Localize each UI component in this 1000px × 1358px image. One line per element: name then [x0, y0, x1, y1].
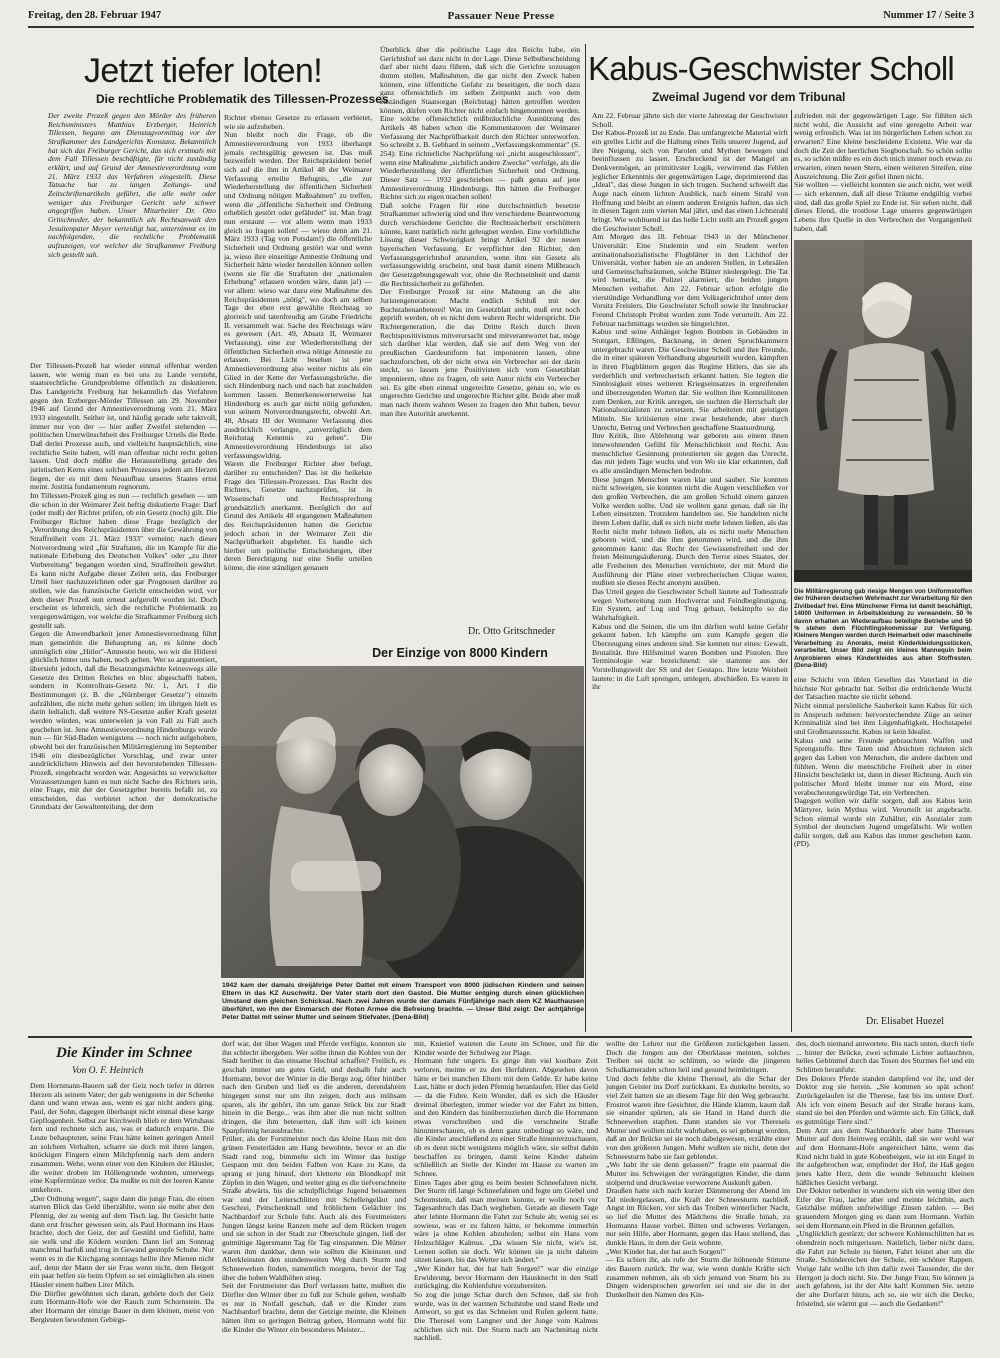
story-column-4: wollte der Lehrer nur die Größeren zurückgehen lassen. Doch die Jungen aus der Oberklasse meinten, solches Treiben sei nicht so schlimm, so würde die jüngeren Schulkameraden schon heil und gesund heimbringen. Und doch fehlte die kleine Theresel, als die Schar der jungen Geister ins Dorf zurückkam. Es dunkelte bereits, so viel Zeit hatten sie an diesem Tage für den Weg gebraucht. Frostrot waren ihre Gesichter, die Hände klamm, kaum daß sie einander spürten, als sie Hand in Hand durch die Schneewehen stapften. Dann standen sie vor Theresels Mutter und wollten nicht wahrhaben, es sei gebeugt worden, daß an der Brücke sei sie noch dabeigewesen, erzählte einer von den größeren Jungen. Mehr wußten sie nicht, denn der Schneesturm habe sie fast geblendet. „Wo habt ihr sie denn gelassen?" fragte ein paarmal die Mutter ins Schweigen der verängstigten Kinder, die dann stolpernd und druckweise verworrene Auskunft gaben. Draußen hatte sich nach kurzer Dämmerung der Abend im Tal niedergelassen, die Kraft der Schneesturm nachließ. Angst im Rücken, vor sich das Treiben winterlicher Nacht, so lief die Mutter des Mädchens die Straße hinab, zu Hormanns Hause vorbei. Bitten und schweres Verlangen, nur sein Hilfe, aber Hormann, gegen das Haus stellend, das dunkle Haus, in dem der Geiz wohnte. „Wer Kinder hat, der hat auch Sorgen!" — Es schien ihr, als rufe der Sturm die höhnende Stimme des Bauern zurück. Ihr war, wie wenn dunkle Kräfte sich zusammen nehmen, als ob sich jemand von Sturm bis zu Dingen widersprochen geworfen sei und sie die in der Dunkelheit den Namen des Kin-: [606, 1040, 790, 1300]
page-header: [28, 6, 974, 28]
section-divider: [28, 1036, 972, 1038]
family-photo-image: [221, 666, 584, 978]
article1-column-1: Der Tillessen-Prozeß hat wieder einmal offenbar werden lassen, wie wenig man es bei uns zu Lande versteht, staatsrechtliche Grundprobleme öffentlich zu diskutieren. Das Landgericht Freiburg hat bekanntlich das Verfahren gegen den Erzberger-Mörder Tillessen am 29. November 1946 auf Grund der Amnestieverordnung vom 21. März 1933 eingestellt. Seither ist, und häufig gerade sehr taktvoll, immer nur von der — hier außer Zweifel stehenden — politischen Unerwünschtheit des Freiburger Urteils die Rede. Daß derlei Prozesse auch, und vielleicht hauptsächlich, eine rechtliche Seite haben, will man offenbar nicht recht gelten lassen. Und doch müßte die Herausstellung gerade des juristischen Kerns eines solchen Prozesses jedem am Herzen liegen, der es mit dem Neuaufbau unseres Staates ernst meint. Justitia fundamentum regnorum. Im Tillessen-Prozeß ging es nun — rechtlich gesehen — um die schon in der Weimarer Zeit heftig diskutierte Frage: Darf (oder muß) der Richter prüfen, ob ein Gesetz (noch) gilt. Die Freiburger Richter haben diese Frage bezüglich der „Verordnung des Reichspräsidenten über die Gewährung von Straffreiheit vom 21. März 1933" verneint; nach dieser Notverordnung wird „für Straftaten, die im Kampfe für die nationale Erhebung des Deutschen Volkes" oder „zu ihrer Vorbereitung" begangen worden sind, Straffreiheit gewährt. Es kann nicht Aufgabe dieser Zeilen sein, das Freiburger Urteil hier nachzuzeichnen oder gar Prognosen darüber zu stellen, wie das französische Gericht entscheiden wird, vor dem dieser Prozeß nun erneut aufgerollt worden ist. Doch erscheint es lehrreich, sich die rechtliche Problematik zu vergegenwärtigen, vor welche die Strafkammer Freiburg sich gestellt sah. Gegen die Anwendbarkeit jener Amnestieverordnung führt man gemeinhin die Behauptung an, es könne doch unmöglich eine „Hitler"-Amnestie heute, wo wir die Hitlerei glücklich hinter uns haben, noch gelten. Wer so argumentiert, übersieht jedoch, daß die Besatzungsmächte keineswegs alle Gesetze des Dritten Reiches en bloc abgeschafft haben, sondern in Kontrollrats-Gesetz Nr. 1, Art. I die Bestimmungen (z. B. die „Nürnberger Gesetze") einzeln aufzählten, die nicht mehr gelten sollen; im übrigen hielt es darin ledialich, daß weitere NS-Gesetze außer Kraft gesetzt werden würden, was unterwelen ja von Fall zu Fall auch geschehen ist. Jene Amnestieverordnung Hindenburgs wurde nun — für Süd-Baden wenigstens — noch nicht aufgehoben, obwohl bei der französischen Militärregierung im September 1946 ein diesbezüglicher Vorschlag, und zwar unter ausdrücklichem Hinweis auf den bevorstehenden Tillessen-Prozeß, eingebracht worden war. Angesichts so verwickelter Voraussetzungen kann es nun nicht Sache des Richters sein, eine Frage, mit der der Gesetzgeber bereits befaßt ist, zu entscheiden, das verbietet schon der demokratische Grundsatz der Gewaltenteilung, der dem: [30, 362, 217, 812]
article2-column-2-top: zufrieden mit der gegenwärtigen Lage. Sie fühlten sich nicht wohl, die Aussicht auf eine geregelte Arbeit war wenig erfreulich. Was ist im bürgerlichen Leben schon zu erwarten? Eine kleine bescheidene Existenz. Wie war da doch die Zeit der herrlichen Siegbotschaft. So schön sollte es, so schön müßte es ein doch mich immer noch etwas zu erwarten, einen neuen Stern, einen weiteren Streifen, eine Auszeichnung. Die Zeit gefiel ihnen nicht. Sie wollten — vielleicht konnten sie auch nicht, wer weiß — sich erkennen, daß all diese Träume endgültig vorbei sind, daß das große Spiel zu Ende ist. Sie sehen nicht, daß dieses Elend, die trostlose Lage unseres gegenwärtigen Lebens ihre Quelle in den Verbrechen der Vergangenheit haben, daß: [794, 112, 972, 233]
article1-author: Dr. Otto Gritschneder: [468, 626, 555, 637]
mannequin-photo-image: [794, 240, 972, 582]
article1-column-3: Überblick über die politische Lage des Reichs habe, ein Gerichtshof sei dazu nicht in der Lage. Diese Selbstbescheidung darf aber nicht dazu führen, daß sich die Gerichte sozusagen dumm stellen. Maßnahmen, die gar nicht den Zweck haben können, eine öffentliche Gefahr zu beseitigen, die noch dazu ganz offensichtlich im selben Zeitpunkt auch von dem zuständigen Staatsorgan (Reichstag) hätten getroffen werden können, dürfen vom Richter nicht einfach hingenommen werden. Eine solche offensichtlich mißbräuchliche Ausnützung des Artikels 48 haben schon die Kommentatoren der Weimarer Verfassung der Nachprüfbarkeit durch den Richter unterworfen. So schreibt z. B. Gebhard in seinem „Verfassungskommentar" (S. 254): Eine richterliche Nachprüfung sei „nicht ausgeschlossen", wenn eine Maßnahme „sichtlich andere Zwecke" verfolge, als die Wiederherstellung der öffentlichen Sicherheit und Ordnung. Dieser Satz — 1932 geschrieben — paßt genau auf jene Amnestieverordnung Hindenburgs. Ihn hätten die Freiburger Richter sich zu eigen machen sollen! Daß solche Fragen für eine durchschnittlich besetzte Strafkammer schwierig sind und ihre verschiedene Beantwortung durch verschiedene Gerichte die Rechtssicherheit erschüttern könnte, kann natürlich nicht geleugnet werden. Eine vorbildliche Lösung dieser Schwierigkeit bringt Artikel 92 der neuen bayerischen Verfassung. Er verpflichtet den Richter, den Verfassungsgerichtshof anzurufen, wenn ihm ein Gesetz als verfassungswidrig erscheint, und baut damit einem Mißbrauch der Gesetzgebungsgewalt vor, ohne die Rechtseinheit und damit die Rechtssicherheit zu gefährden. Der Freiburger Prozeß ist eine Mahnung an die alte Juristengeneration: Macht endlich Schluß mit der Buchstabenanbeterei! Was im Gesetzblatt steht, muß erst noch geprüft werden, ob es nicht dem wahren Recht widerspricht. Die Richtergeneration, die das Dritte Reich durch ihren Rechtspositivismus mitverursacht und mitverantwortet hat, möge sich darüber klar werden, daß sie auf dem Weg von der preußischen Gardeuniform hat imponieren lassen, ohne nachzuforschen, ob der nicht etwa ein Verbrecher sei der darin steckt, so lassen jene Positivisten sich vom Gesetzblatt imponieren, ohne zu fragen, ob sein Autor nicht ein Verbrecher sei. Es gibt eben einmal ungerechte Gesetze, genau so, wie es ungerechte Gerichte und ungerechte Richter gibt. Beide aber muß man nach ihrem wahren Wesen zu fragen den Mut haben, bevor man ihre Autorität anerkennt.: [380, 46, 580, 418]
story-column-1: Dem Hornmann-Bauern saß der Geiz noch tiefer in dürren Herzen als seinem Vater; der gab wenigstens in der Schenke dann und wann etwas aus, wenn es gar nicht anders ging. Paul, der Sohn, dagegen überhaupt nicht einmal diese karge Gepflogenheit. Selbst zur Kirchweih blieb er dem Wirtshaus fern und rechnete sich aus, was er dadurch ersparte. Die Leute behaupteten, seine Frau hätte keinen geringen Anteil an solchem Verhalten, scharre sie doch mit ihren langen, knöckigen Fingern einen Milchpfennig nach dem andern zusammen. Wehe, wenn einer von den Kindern der Häusler, die weiter droben im Höllengrunde wohnten, unterwegs eine Kupfermünze verlor. Da mußte es mit der leeren Kanne umkehren. „Der Ordnung wegen", sagte dann die junge Frau, die einen starren Blick das Geld überzählte, wenn sie mehr aber den Pfennig, der zu wenig auf dem Tisch lag. Ihr Gesicht hatte dann erst frischer gewesen sein, als Paul Hormann ins Haus brachte, doch der Geiz, der auf Gestühl und Gefühl, hatte sie welk und die Ködern wurden. Dann lief am Sonntag manchmal barfuß und trug in Gewand gestopfe Schuhe. Nur wenn es in die Kirchgang sonntags hellte ihre Mienen nicht auf, denn der Mann der sie Frau wenn nicht, dem Hergott ein paar helfen sie beim Opfern so sei eintäglichen als einen Häusler einem halben Liter Milch. Die Dörfler gewöhnten sich daran, gehörte doch der Geiz zum Hormann-Hofe wie der Rauch zum Schornstein. Da aber Hormann der einzige Bauer in dem kleinen, meist von Bergleuten bewohnten Gebirgs-: [30, 1082, 214, 1324]
newspaper-name: Passauer Neue Presse: [447, 10, 555, 22]
article1-column-2: Richter ebenso Gesetze zu erlassen verbietet, wie sie aufzuheben. Nun bleibt noch die Frage, ob die Amnestieverordnung von 1933 überhaupt jemals rechtsgültig gewesen ist. Das muß bezweifelt werden. Der Reichspräsident berief sich auf die ihm in Artikel 48 der Weimarer Verfassung erteilte Befugnis, „die zur Wiederherstellung der öffentlichen Sicherheit und Ordnung nötigen Maßnahmen" zu treffen, wenn die „öffentliche Sicherheit und Ordnung erheblich gestört oder gefährdet" ist. Man fragt nun erstaunt — vor allem wenn man 1933 gleich so fragen sollen! — wieso denn am 21. März 1933 (Tag von Potsdam!) die öffentliche Sicherheit und Ordnung gestört war und wenn ja, wieso ihre einseitige Amnestie Ordnung und Sicherheit hätte wieder herstellen können sollen (wenn sie für die Straftaten der „nationalen Erhebung" erlassen worden wäre, dann ja!) — vor allem: wieso war dazu eine Maßnahme des Reichspräsidenten „nötig", wo doch am selben Tage der eben erst gewählte Reichstag so glorreich und tatenfreudig am Grabe Friedrichs II. versammelt war. Sache des Reichstags wäre es gewesen (Art. 49, Absatz II, Weimarer Verfassung), eine zur Wiederherstellung der öffentlichen Sicherheit etwa nötige Amnestie zu erlassen. Bei Licht besehen ist jene Amnestieverordnung also weiter nichts als ein Glied in der Kette der Verfassungsbrüche, die sich Hindenburg nach und nach hat zuschulden kommen lassen. Bemerkenswerterweise hat Hindenburg es auch gar nicht nötig gefunden, von seinem Notverordnungsrecht, obwohl Art. 48, Absatz III der Weimarer Verfassung dies ausdrücklich verlangte, „unverzüglich dem Reichstag Kenntnis zu geben". Die Amnestieverordnung Hindenburgs ist also verfassungswidrig. Waren die Freiburger Richter aber befugt, darüber zu entscheiden? Das ist die heikelste Frage des Tillessen-Prozesses. Das Recht des Richters, Gesetze nachzuprüfen, ist in Wissenschaft und Rechtssprechung grundsätzlich anerkannt. Bezüglich der auf Grund des Artikels 48 ergangenen Maßnahmen des Reichspräsidenten hatten die Gerichte jedoch schon in der Weimarer Zeit die Nachprüfbarkeit abgelehnt. Es handle sich hierbei um politische Entscheidungen, über deren Berechtigung nur eine Stelle urteilen könne, die eine ständigen genauen: [224, 114, 372, 573]
column-divider: [219, 110, 220, 640]
article2-column-2-bottom: eine Schicht von üblen Gesellen das Vaterland in die höchste Not gebracht hat. Selbst die erdrückende Wucht der Tatsachen machte sie nicht sehend. Nicht einmal persönliche Sauberkeit kann Kabus für sich in Anspruch nehmen: hervorstechendste Züge an seiner Kriminalität sind bei ihm Lügenhaftigkeit, Hochstapelei und Großmannssucht. Kabus ist kein Idealist. Kabus und seine Freunde gebrauchten Waffen und Sprengstoffe. Ihre Taten und Absichten richteten sich gegen das Leben von Menschen, die andere dachten und fühlten. Wenn die menschliche Freiheit aber in einer Hinsicht beschränkt ist, dann in dieser Richtung. Auch ein politischer Mord bleibt immer nur ein Mord, eine verabscheuungswürdige Tat, ein Verbrechen. Dagegen wollen wir dafür sorgen, daß aus Kabus kein Märtyrer, kein Mythus wird. Verurteilt ist angebracht. Schon einmal wurde ein Zuhälter, ein Asozialer zum Symbol der deutschen Jugend umgefälscht. Wir wollen dafür sorgen, daß aus Kabus das immer geschehen kann. (PD).: [794, 676, 972, 849]
story-column-5: des, doch niemand antwortete. Bis nach unten, durch tiefe ... hinter der Brücke, zwei schmale Lichter auftauchten, helles Gebimmel durch das Tosen des Sturmes fiel und ein Schlitten heranfuhr. Des Doktors Pferde standen dampfend vor ihr, und der Doktor zog sie herein. „Sie kommen so spät schon! Zurückgelaufen ist die Therese, fast bis ins untere Dorf. Als ich von einem Besuch auf der Straße heraus kam, stand sie bei den Pferden und wärmte sich. Ein Glück, daß es gutmütige Tiere sind." Dem Arzt aus dem Nachbardorfe aber hatte Thereses Mutter auf dem Heimweg erzählt, daß sie wer wohl war auf dem Hormann-Hofe angereichert hätte, wenn das Kind nicht bald in gute Kobenbeigen, wie ist ein Engel in ihr aufgebrochen war, empfindet der Hof, ihr Haß gegen jenes kalte Herz, dem die wunde Sehnsucht kleinen häßliches Gesicht verbargt. Der Doktor nebenher in wunderte sich ein wenig über den Eifer der Frau, lachte aber und meinte leichthin, auch Geizhälse müßten unfreiwillige Zinsen zahlen. — Bei grauendem Morgen ging es dann zum Hormann. Vorhin sei dem Hormann ein Pferd in die Brunnen gefallen. „Unglücklich gestürzt; der schwere Kohlenschlitten hat es obendrein noch mitgerissen. Natürlich, lieber nicht dazu, die Fahrt zur Schule zu bieten, Fahrt leistet aber um die Straße. Schindereichen der Schule, ein schöner Rappen. Vorige Jahr wollte ich ihm dafür zwei Tausender, die der Herrgott ja doch nicht. Sie. Der Junge Frau, Sie können ja auch gefahren, ist ihr der Alte kalt! Kommen Sie. setzte der alte Dorfarzt hinzu, ach so, sie wir sich die Decke, fröstelnd, sie wärmt gut — auch die Gedanken!": [796, 1040, 974, 1308]
article1-headline: Jetzt tiefer loten!: [84, 52, 323, 90]
mannequin-photo: [794, 240, 972, 582]
article2-author: Dr. Elisabet Huezel: [866, 1016, 945, 1027]
article1-intro: Der zweite Prozeß gegen den Mörder des früheren Reichsministers Matthias Erzberger, Heinrich Tillessen, begann am Dienstagvormittag vor der Strafkammer des Landgerichts Konstanz. Bekanntlich hat sich das Freiburger Gericht, das sich erstmals mit dem Fall Tillessen beschäftigte, für nicht zuständig erklärt, und auf Grund der Amnestieverordnung vom 21. März 1933 das Verfahren eingestellt. Diese Tatsache hat zu langen Zeitungs- und Zeitschriftenartikeln geführt, die alle mehr oder weniger das Freiburger Gericht sehr schwer angegriffen haben. Unser Mitarbeiter Dr. Otto Gritschneder, der bekanntlich als Rechtsanwalt den Jesuitenpater Meyer verteidigt hat, unternimmt es im nachfolgenden, die rechtliche Problematik aufzuzeigen, vor welcher die Strafkammer Freiburg sich gestellt sah.: [48, 112, 216, 259]
article1-subheadline: Die rechtliche Problematik des Tillessen-Prozesses: [96, 92, 389, 106]
article2-headline: Kabus-Geschwister Scholl: [588, 50, 954, 87]
issue-date: Freitag, den 28. Februar 1947: [28, 10, 162, 21]
photo1-caption: 1942 kam der damals dreijährige Peter Dattel mit einem Transport von 8000 jüdischen Kindern und seinen Eltern in das KZ Auschwitz. Der Vater starb dort den Gastod. Die Mutter entging durch einen glücklichen Umstand dem gleichen Schicksal. Nach zwei Jahren wurde der damals Fünfjährige nach dem KZ Mauthausen überführt, wo ihn der Einmarsch der Roten Armee die Befreiung brachte. — Unser Bild zeigt: Der achtjährige Peter Dattel mit seiner Mutter und seinem Stiefvater. (Dena-Bild): [222, 982, 584, 1021]
column-divider: [585, 44, 586, 1032]
story-author: Von O. F. Heinrich: [72, 1066, 144, 1076]
story-title: Die Kinder im Schnee: [56, 1045, 193, 1061]
issue-number: Nummer 17 / Seite 3: [883, 10, 974, 21]
article2-column-1: Am 22. Februar jährte sich der vierte Jahrestag der Geschwister Scholl. Der Kabus-Prozeß ist zu Ende. Das umfangreiche Material wirft ein grelles Licht auf die Haltung eines Teils unserer Jugend, auf ihre Neigung, sich von Parolen und Mythen bewegen und beeinflussen zu lassen. Erschreckend ist der Mangel an Denkvermögen, an primitivster Logik, verwirrend das Fehlen jeglicher Erkenntnis der gegenwärtigen Lage, deprimierend das „Ideal", das diese Jungen in sich trugen. Suchend schweift das Auge nach einem lichten Ausblick, nach einem Strahl von Hoffnung und bleibt an einem anderen Ereignis haften, das sich in diesen Tagen zum vierten Mal jährt, und das einen Lichtstrahl bringt. Wie wohltuend ist das helle Licht stellt am Prozeß gegen die Geschwister Scholl. Am Morgen des 18. Februar 1943 in der Münchener Universität: Eine Studentin und ein Student werfen antinationalsozialistische Flugblätter in den Lichthof der Universität, vorher haben sie an anderen Stellen, in Lehrsälen und Gemeinschaftsräumen, solche Blätter niedergelegt. Die Tat wird bemerkt, die Polizei alarmiert, die beiden jungen Menschen verhaftet. Am 22. Februar schon erfolgte die vierstündige Verhandlung vor dem Volksgerichtshof unter dem Vorsitz Freislers. Die Geschwister Scholl sowie ihr Innsbrucker Freund Christoph Probst wurden zum Tode verurteilt. Am 22. Februar nachmittags wurden sie hingerichtet. Kabus und seine Anhänger legten Bomben in Gebäuden in Stuttgart, Eßlingen, Backnang, in denen Spruchkammern untergebracht waren. Die Geschwister Scholl und ihre Freunde, die in einer späteren Verhandlung abgeurteilt wurden, kämpften in ihren Flugblättern gegen das Regime Hitlers, das sie als verderblich und verbrecherisch erkannt hatten. Sie legten die Sinnlosigkeit eines weiteren Kriegseinsatzes in ergreifenden und überzeugenden Worten dar. Sie wollten ihre Kommilitonen zum Denken, zur Kritik anregen, sie suchten die Herrschaft der Nationalsozialisten zu zersetzen. Sie arbeiteten mit geistigen Mitteln. Sie kritisierten eine zwar bestehende, aber durch Unrecht, Betrug und Verbrechen geschaffene Staatsordnung. Ihre Kritik, ihre Ablehnung war geboren aus einem ihnen innewohnenden Gefühl für Menschlichkeit und Recht. Aus menschlicher Gesinnung protestierten sie gegen das Unrecht, das mit jedem Tage wuchs und von Wo sie klar erkannten, daß es alle anständigen Menschen bedrohte. Diese jungen Menschen waren klar und sauber. Sie konnten nicht schweigen, sie konnten nicht die Augen verschließen vor den großen Verbrechen, die am großen Schuld einem ganzen Volke werden sollte. Und sie wollten ganz genau, daß sie ihr Leben einsetzten. Trotzdem handelten sie. Sie handelten nicht ihrem Leben dafür, daß es sich nicht mehr lohnen ließen, als das Recht nicht mehr lohnen ließen, als es nicht mehr Menschen geboren wird, und die ihm genommen wird, und die ihm genommen kann: das Recht der Gewissensfreiheit und der freien Meinungsäußerung. Durch den Terror eines Staates, der alle Freiheiten des Menschen vernichtete, der mit Mord die Ausführung der Pläne einer verbrecherischen Clique waren, mußten sie dieses Recht anonym ausüben. Das Urteil gegen die Geschwister Scholl lautete auf Todesstrafe wegen Vorbereitung zum Hochverrat und Feindbegünstigung. Ein System, auf Lug und Trug gebaut, bekämpfte so die Wahrhaftigkeit. Kabus und die Seinen, die um ihn dürften wohl keine Gefahr gekannt haben. Ich kämpfte um zum Kampfe gegen die Überzeugung eines anderen sind. Sie kennen nur eines: Gewalt, Brutalität. Ihre Hilfsmittel waren Bomben und Pistolen. Ihre Terminologie war bezeichnend: sie stammte aus der Vorstellungswelt der SS und der Gestapo. Ihre letzte Weisheit lautete: in die Luft sprengen, umlegen, abschießen. Es waren in ihr: [592, 112, 788, 692]
photo2-caption: Die Militärregierung gab riesige Mengen von Uniformstoffen der früheren deutschen Wehrmacht zur Verarbeitung für den Zivilbedarf frei. Eine Münchener Firma ist damit beschäftigt, 14000 Uniformen in Arbeitskleidung zu verwandeln. 50 % davon erhalten an Wiederaufbau beteiligte Betriebe und 50 % stehen dem Flüchtlingskommissar zur Verfügung. Kleinere Mengen werden durch Heimarbeit oder maschinelle Verarbeitung zu Anoraks, meist Kinderkleidungsstücken, verarbeitet. Unser Bild zeigt ein kleines Mannequin beim Anprobieren eines Kinderkleides aus alten Stoffresten. (Dena-Bild): [794, 588, 972, 670]
photo1-title: Der Einzige von 8000 Kindern: [372, 646, 548, 660]
story-column-3: mit, Knietief wateten die Leute im Schnee, und für die Kinder wurde der Schulweg zur Plage. Hormann fuhr ungern. Es ginge ihm viel kostbare Zeit verloren, meinte er zu den Herfahren. Abgesehen davon hätte er bei manchen Eltern mit dem Gelde. Er habe keine Last, hätte er doch jeden Pfennig heranlaufen. Hier das Geld — da die Fuhre. Kein Wunder, daß es sich die Häusler dreimal überlegten, immer wieder vor der Fahrt zu bitten, und den Kindern das hinüberzuziehen durch die Hornmann etwas vorschreiben und die verschneite Straße hinunterschauen, ob es denn ganz unbedingt so wäre, und die Kinder anschließend zu einer Straße hinunterzuschauen, ob es denn nicht wenigstens möglich wäre, sie selbst dahin beschaffen zu bringen, damit keine Kinder daheim schließlich an Stelle der Kinder im Hause zu warten im Schnee. Eines Tages aber ging es beim besten Schneefahren nicht. Der Sturm riß lange Schneefahnen und fegte um Giebel und Schornstein, daß man meinen konnte, er wolle noch vor Tagesanbruch das Dach wegheben. Gerade an diesem Tage aber lehnte Hormann die Fahrt zur Schule ab; wenig sei es sowieso, was er zu fahren hätte, er bekomme immerhin wäre ja ohne Kohlen abzuholen; selbst ein Hans vom Holzschläger Kalmus. „Da wissen Sie nicht, wie's ist. Lernen sollen sie doch. Wir können sie ja nicht daheim sitzen lassen, bis das Wetter sich ändert." „Wer Kinder hat, der hat halt Sorgen!" war die einzige Erwiderung, bevor Hormann den Hausknecht in den Stall zurückging, die Kohlenfuhre vorzubereiten. So zog die junge Schar durch den Schnee, daß sie froh wurde, was in der warmen Schulstube und stand Rede und Antwort, so gut es das Schneien und Rufen gelernt hatte. Die Theresel vom Langner und der Junge vom Kalmus schlichen sich mit. Der Sturm nach am Nachmittag nicht nachließ.: [414, 1040, 598, 1343]
column-divider: [791, 110, 792, 1032]
article2-subheadline: Zweimal Jugend vor dem Tribunal: [652, 90, 846, 104]
family-photo: [221, 666, 584, 978]
story-column-2: dorf war, der über Wagen und Pferde verfügte, konnten sie ihn schlecht übergehen. Wer sollte ihnen die Kohlen von der Stadt herüber in das einsame Hochtal schaffen? Freilich, es geschah immer um gutes Geld, und deshalb fuhr auch Hormann, bevor der Winter in die Berge zog, öfter hinüber nach den Gruben und ließ es die anderen, derendaheim hingegen sonst nur um ihn zeigen, doch aus mühsam sparen, als ihr gehört, ihn um ganze Stück bis zur Stadt hinein in die Berge... was ihm aber die nun nicht sollten dringen, die ihm beteuerten, daß ihm soll ich keinen Sparpfennig herausbrachte. Früher, als der Forstmeister noch das kleine Haus mit den grünen Fensterläden am Hang bewohnte, bevor er an die Stadt rand zog, bimmelte sich im Winter das lustige Gespann mit den beiden Falben von Kaze zu Kate, da sprang er jung hinauf, dort kletterte ein Blondkopf mit Zöpfen in den Wagen, und weiter ging es die tiefverschneite Straße abwärts, bis die schulpflichtige Jugend beisammen war und der Leiterschlitten mit Schellengeläut und Geschrei, Peitschenknall und fröhlichem Gelächter ins Nachbardorf zur Schule fuhr. Auch als des Forstmeisters Jungen längst keine Ranzen mehr auf dem Rücken trugen und sie schon in der Stadt zur Oberschule gingen, ließ der gutmütige Jägersmann Tag für Tag einspannen. Die Mütter waren ihm dankbar, denn wie sollten die Kleinsten und Allerkleinsten den stundenweiten Weg durch Sturm und Schneewehen finden, namentlich morgens, bevor der Tag über die hohen Waldhöhen stieg. Seit der Forstmeister das Dorf verlassen hatte, mußten die Dörfler den Winter über zu fuß zur Schule gehen, weshalb es nur in Notfall geschah, daß er die Kinder zum Nachbardorf brachte, denn der Geizige meinte, die Kleinen hätten ihm so geringen Beitrag geben, Hormann wohl für die Kinder die Winter ein besonderes Meister...: [222, 1040, 406, 1334]
